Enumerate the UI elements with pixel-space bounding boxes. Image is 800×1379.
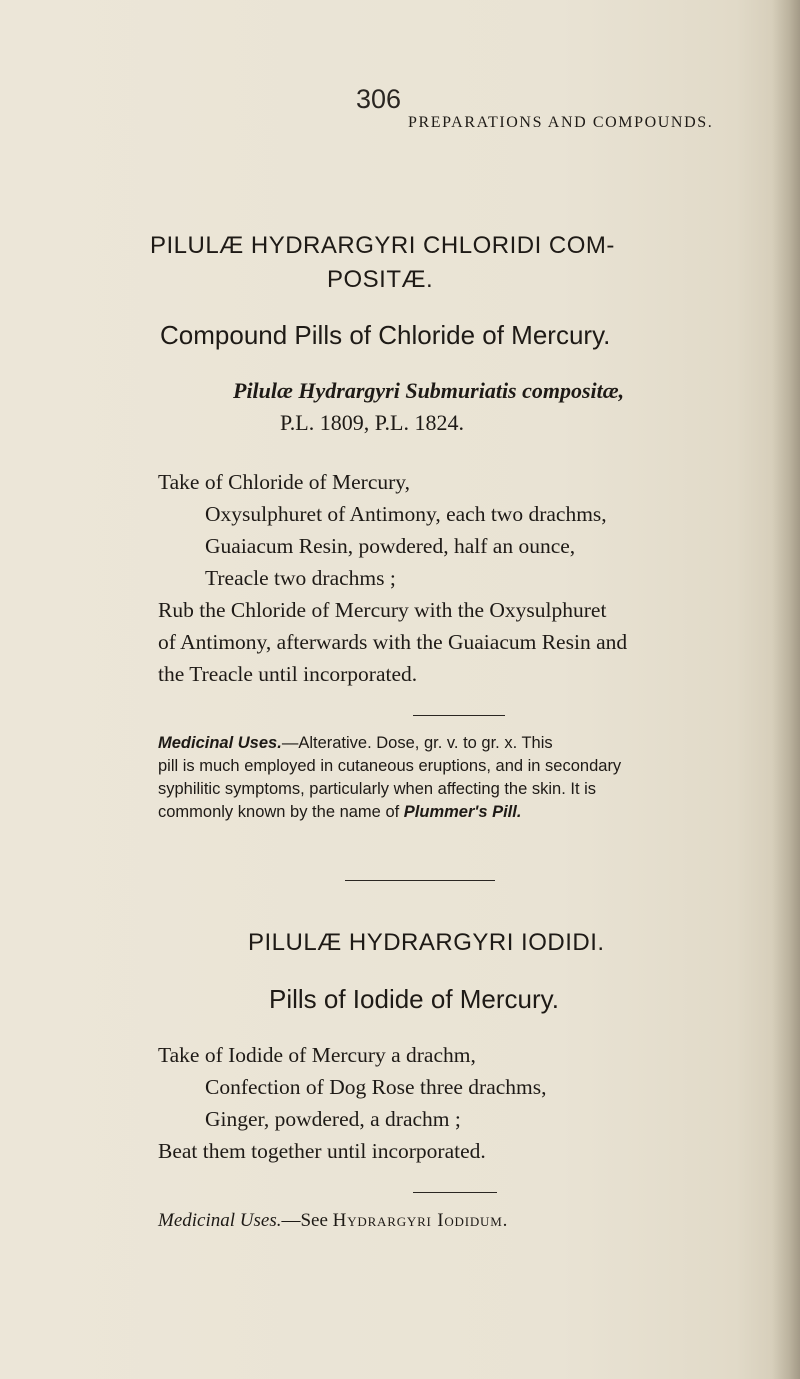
uses2-text: —See <box>281 1210 333 1231</box>
uses1-line <box>158 734 553 753</box>
running-head: PREPARATIONS AND COMPOUNDS. <box>408 114 714 131</box>
section1-synonym-refs: P.L. 1809, P.L. 1824. <box>280 410 464 435</box>
recipe2-line: Beat them together until incorporated. <box>158 1139 486 1163</box>
section1-title-line2: POSITÆ. <box>327 266 434 293</box>
section1-synonym: Pilulæ Hydrargyri Submuriatis compositæ, <box>233 378 625 403</box>
recipe2-line: Take of Iodide of Mercury a drachm, <box>158 1043 476 1067</box>
recipe1-line: Guaiacum Resin, powdered, half an ounce, <box>205 534 576 558</box>
section2-title: PILULÆ HYDRARGYRI IODIDI. <box>248 929 605 956</box>
section2-english-title: Pills of Iodide of Mercury. <box>269 984 559 1014</box>
recipe2-line: Ginger, powdered, a drachm ; <box>205 1107 461 1131</box>
page-number: 306 <box>356 84 402 114</box>
method1-line: Rub the Chloride of Mercury with the Oxysulphuret <box>158 598 607 622</box>
method1-line: the Treacle until incorporated. <box>158 662 418 686</box>
uses1-line: pill is much employed in cutaneous eruptions, and in secondary <box>158 757 622 775</box>
uses2-label: Medicinal Uses. <box>158 1210 282 1231</box>
section1-title-line1: PILULÆ HYDRARGYRI CHLORIDI COM- <box>150 232 615 259</box>
uses2-line <box>158 1210 508 1232</box>
uses1-line: syphilitic symptoms, particularly when affecting the skin. It is <box>158 780 597 798</box>
uses1-text: commonly known by the name of <box>158 803 404 821</box>
divider-short <box>413 1192 497 1193</box>
plummers-pill: Plummer's Pill. <box>403 803 522 821</box>
uses1-label: Medicinal Uses. <box>158 734 282 752</box>
divider-short <box>413 715 505 716</box>
recipe1-line: Take of Chloride of Mercury, <box>158 470 411 494</box>
recipe1-line: Treacle two drachms ; <box>205 566 396 590</box>
uses2-ref: Hydrargyri Iodidum. <box>332 1210 509 1231</box>
recipe1-line: Oxysulphuret of Antimony, each two drachms, <box>205 502 607 526</box>
section-divider <box>345 880 495 881</box>
section1-english-title: Compound Pills of Chloride of Mercury. <box>160 320 611 350</box>
recipe2-line: Confection of Dog Rose three drachms, <box>205 1075 547 1099</box>
uses1-text: —Alterative. Dose, gr. v. to gr. x. This <box>281 734 553 752</box>
method1-line: of Antimony, afterwards with the Guaiacum Resin and <box>158 630 628 654</box>
page-edge-shadow <box>772 0 800 1379</box>
uses1-line <box>158 803 521 822</box>
